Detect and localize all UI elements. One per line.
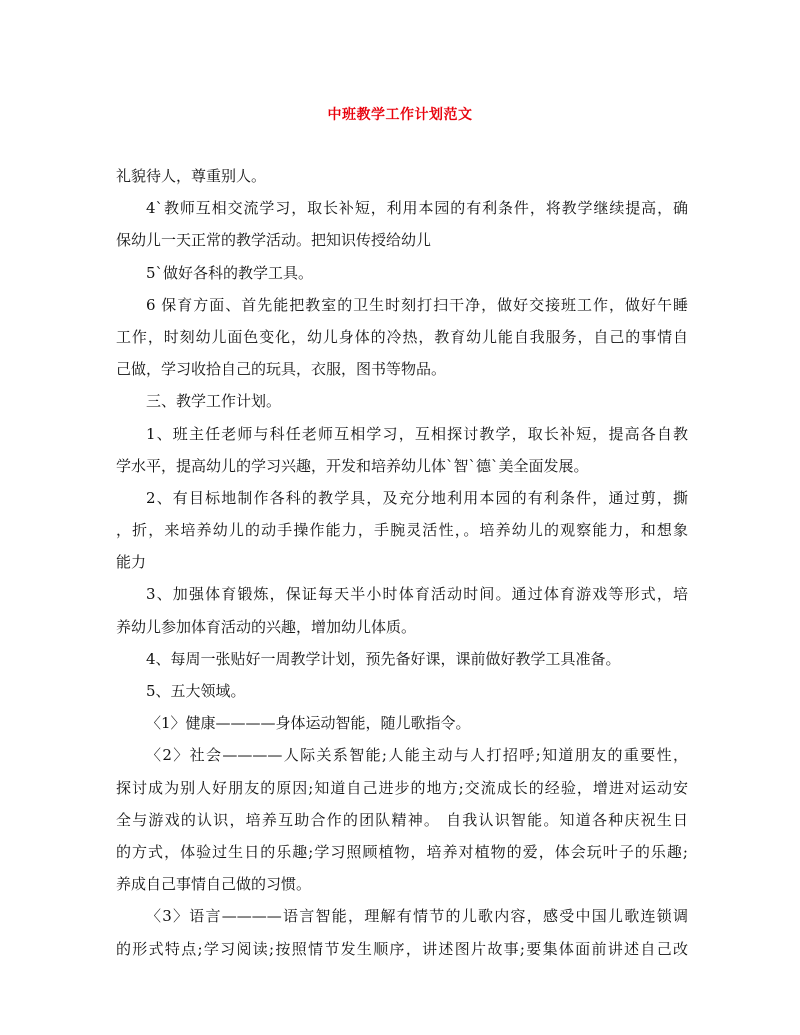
text-line: 三、教学工作计划。	[146, 392, 282, 411]
text-line: 4、每周一张贴好一周教学计划，预先备好课，课前做好教学工具准备。	[146, 649, 621, 668]
text-line: 3、加强体育锻炼，保证每天半小时体育活动时间。通过体育游戏等形式，培	[146, 585, 688, 604]
text-line: 礼貌待人，尊重别人。	[116, 167, 267, 185]
text-line: 的形式特点;学习阅读;按照情节发生顺序，讲述图片故事;要集体面前讲述自己改	[116, 939, 688, 958]
text-line: 5、五大领域。	[146, 682, 246, 700]
text-line: 6 保育方面、首先能把教室的卫生时刻打扫干净，做好交接班工作，做好午睡	[146, 295, 688, 314]
text-line: 2、有目标地制作各科的教学具，及充分地利用本园的有利条件，通过剪，撕	[146, 488, 688, 507]
text-line: 工作，时刻幼儿面色变化，幼儿身体的冷热，教育幼儿能自我服务，自己的事情自	[116, 327, 688, 346]
text-line: 能力	[116, 553, 147, 572]
text-line: 4`教师互相交流学习，取长补短，利用本园的有利条件，将教学继续提高，确	[146, 199, 688, 218]
text-line: 探讨成为别人好朋友的原因;知道自己进步的地方;交流成长的经验，增进对运动安	[116, 778, 688, 797]
text-line: 养幼儿参加体育活动的兴趣，增加幼儿体质。	[116, 617, 417, 636]
text-line: ，折，来培养幼儿的动手操作能力，手腕灵活性，。培养幼儿的观察能力，和想象	[116, 521, 688, 540]
text-line: 保幼儿一天正常的教学活动。把知识传授给幼儿	[116, 231, 432, 250]
text-line: 学水平，提高幼儿的学习兴趣，开发和培养幼儿体`智`德`美全面发展。	[116, 456, 589, 475]
text-line: 〈3〉语言————语言智能，理解有情节的儿歌内容，感受中国儿歌连锁调	[146, 907, 688, 926]
document-title: 中班教学工作计划范文	[327, 107, 473, 123]
text-line: 5`做好各科的教学工具。	[146, 263, 314, 282]
text-line: 全与游戏的认识，培养互助合作的团队精神。 自我认识智能。知道各种庆祝生日	[116, 810, 688, 829]
text-line: 〈1〉健康————身体运动智能，随儿歌指令。	[146, 714, 471, 733]
text-line: 养成自己事情自己做的习惯。	[116, 875, 312, 894]
text-line: 〈2〉社会————人际关系智能;人能主动与人打招呼;知道朋友的重要性，	[146, 746, 688, 765]
text-line: 的方式，体验过生日的乐趣;学习照顾植物，培养对植物的爱，体会玩叶子的乐趣;	[116, 842, 688, 861]
document-body	[116, 160, 688, 965]
text-line: 1、班主任老师与科任老师互相学习，互相探讨教学，取长补短，提高各自教	[146, 424, 688, 443]
text-line: 己做，学习收拾自己的玩具，衣服，图书等物品。	[116, 360, 447, 379]
